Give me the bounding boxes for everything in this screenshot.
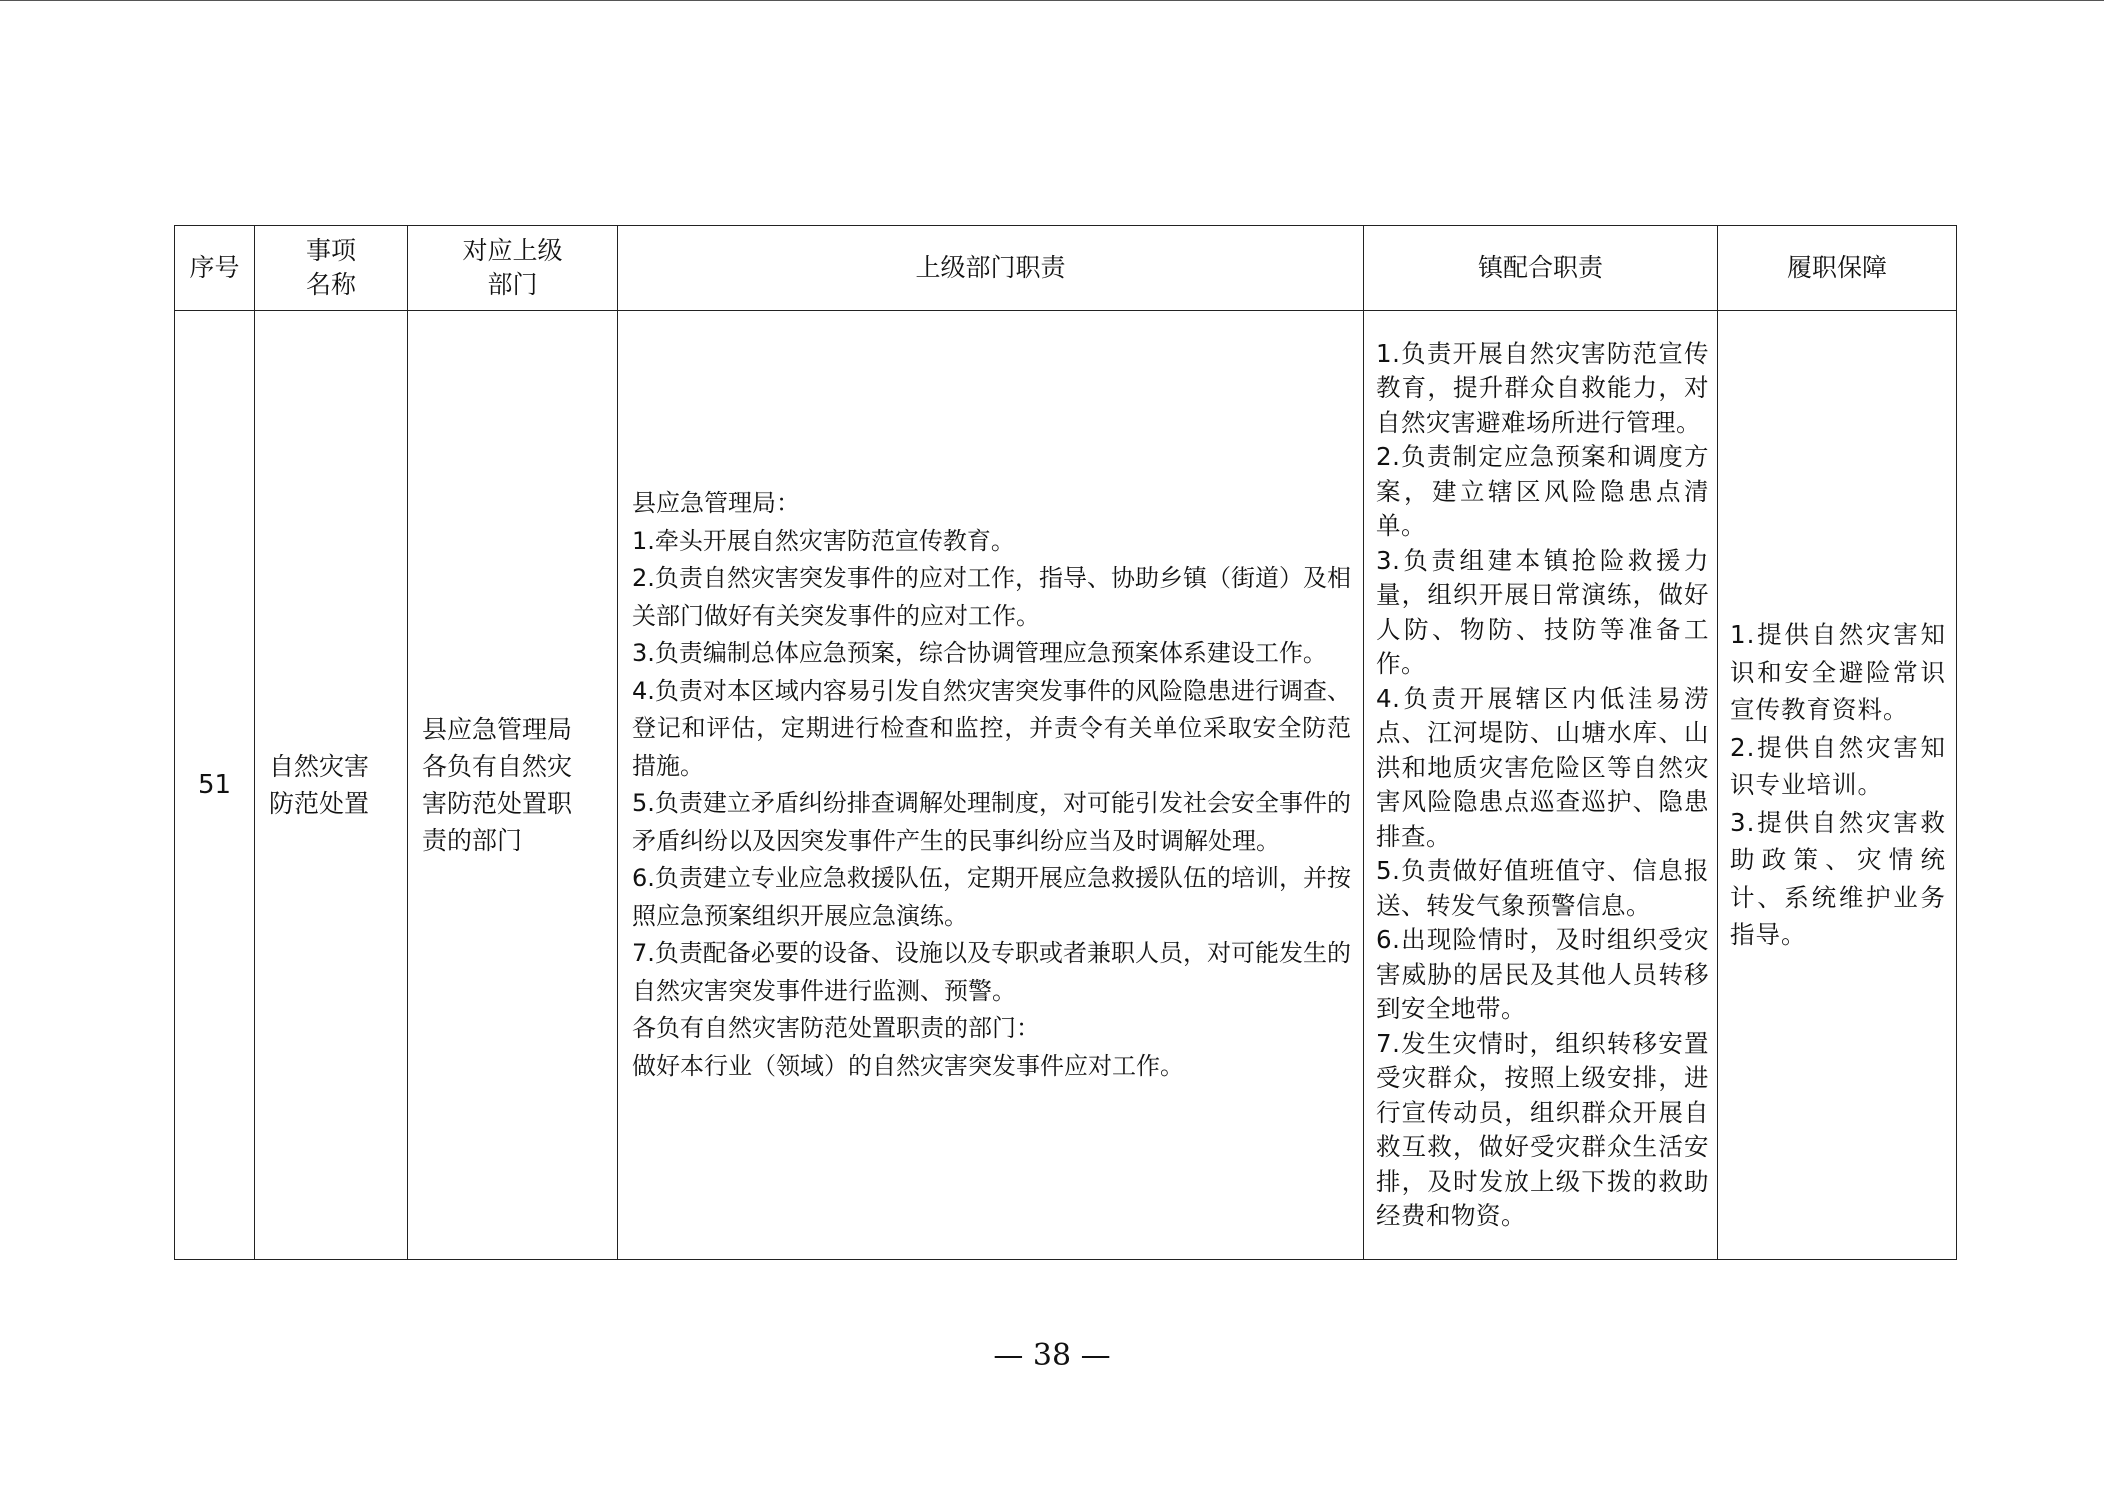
superior-duty-item: 做好本行业（领域）的自然灾害突发事件应对工作。 <box>632 1051 1184 1080</box>
header-item-name-line2: 名称 <box>305 270 356 299</box>
cell-superior-dept <box>408 311 618 1260</box>
guarantee-item: 1.提供自然灾害知识和安全避险常识宣传教育资料。 <box>1730 620 1946 725</box>
dept-line: 各负有自然灾 <box>422 752 573 781</box>
town-duty-item: 4.负责开展辖区内低洼易涝点、江河堤防、山塘水库、山洪和地质灾害危险区等自然灾害风险隐患点巡查巡护、隐患排查。 <box>1376 683 1709 851</box>
header-town-duties: 镇配合职责 <box>1364 226 1718 311</box>
duty-table <box>174 225 1957 1260</box>
town-duty-item: 1.负责开展自然灾害防范宣传教育，提升群众自救能力，对自然灾害避难场所进行管理。 <box>1376 338 1709 437</box>
cell-superior-duties <box>618 311 1364 1260</box>
superior-duty-item: 6.负责建立专业应急救援队伍，定期开展应急救援队伍的培训，并按照应急预案组织开展应急演练。 <box>632 864 1351 930</box>
dept-line: 县应急管理局 <box>422 715 573 744</box>
superior-duty-item: 7.负责配备必要的设备、设施以及专职或者兼职人员，对可能发生的自然灾害突发事件进行监测、预警。 <box>632 939 1351 1005</box>
dept-line: 责的部门 <box>422 826 523 855</box>
town-duty-item: 3.负责组建本镇抢险救援力量，组织开展日常演练，做好人防、物防、技防等准备工作。 <box>1376 545 1709 678</box>
header-item-name <box>255 226 408 311</box>
header-superior-duties: 上级部门职责 <box>618 226 1364 311</box>
superior-duty-heading: 各负有自然灾害防范处置职责的部门： <box>632 1014 1040 1042</box>
header-superior-dept <box>408 226 618 311</box>
item-name-line: 自然灾害 <box>269 752 370 781</box>
town-duty-item: 6.出现险情时，及时组织受灾害威胁的居民及其他人员转移到安全地带。 <box>1376 925 1709 1023</box>
header-item-name-line1: 事项 <box>305 236 356 265</box>
superior-duty-heading: 县应急管理局： <box>632 489 800 517</box>
header-guarantee: 履职保障 <box>1718 226 1957 311</box>
cell-item-name <box>255 311 408 1260</box>
town-duty-item: 2.负责制定应急预案和调度方案，建立辖区风险隐患点清单。 <box>1376 442 1709 540</box>
table-row <box>175 311 1957 1260</box>
header-superior-dept-line2: 部门 <box>487 270 538 299</box>
town-duty-item: 7.发生灾情时，组织转移安置受灾群众，按照上级安排，进行宣传动员，组织群众开展自救互救，做好受灾群众生活安排，及时发放上级下拨的救助经费和物资。 <box>1376 1028 1709 1230</box>
superior-duty-item: 3.负责编制总体应急预案，综合协调管理应急预案体系建设工作。 <box>632 639 1327 667</box>
cell-no: 51 <box>175 311 255 1260</box>
header-superior-dept-line1: 对应上级 <box>462 236 563 265</box>
guarantee-item: 3.提供自然灾害救助政策、灾情统计、系统维护业务指导。 <box>1730 807 1946 950</box>
table-header-row <box>175 226 1957 311</box>
page-top-border <box>0 0 2104 1</box>
page-number: — 38 — <box>993 1338 1111 1373</box>
guarantee-item: 2.提供自然灾害知识专业培训。 <box>1730 732 1946 800</box>
cell-town-duties <box>1364 311 1718 1260</box>
superior-duty-item: 5.负责建立矛盾纠纷排查调解处理制度，对可能引发社会安全事件的矛盾纠纷以及因突发事件产生的民事纠纷应当及时调解处理。 <box>632 789 1351 855</box>
header-no: 序号 <box>175 226 255 311</box>
dept-line: 害防范处置职 <box>422 789 573 818</box>
town-duty-item: 5.负责做好值班值守、信息报送、转发气象预警信息。 <box>1376 856 1709 920</box>
superior-duty-item: 4.负责对本区域内容易引发自然灾害突发事件的风险隐患进行调查、登记和评估，定期进行检查和监控，并责令有关单位采取安全防范措施。 <box>632 676 1351 780</box>
cell-guarantee <box>1718 311 1957 1260</box>
superior-duty-item: 1.牵头开展自然灾害防范宣传教育。 <box>632 526 1015 555</box>
item-name-line: 防范处置 <box>269 789 370 818</box>
superior-duty-item: 2.负责自然灾害突发事件的应对工作，指导、协助乡镇（街道）及相关部门做好有关突发事件的应对工作。 <box>632 564 1351 630</box>
